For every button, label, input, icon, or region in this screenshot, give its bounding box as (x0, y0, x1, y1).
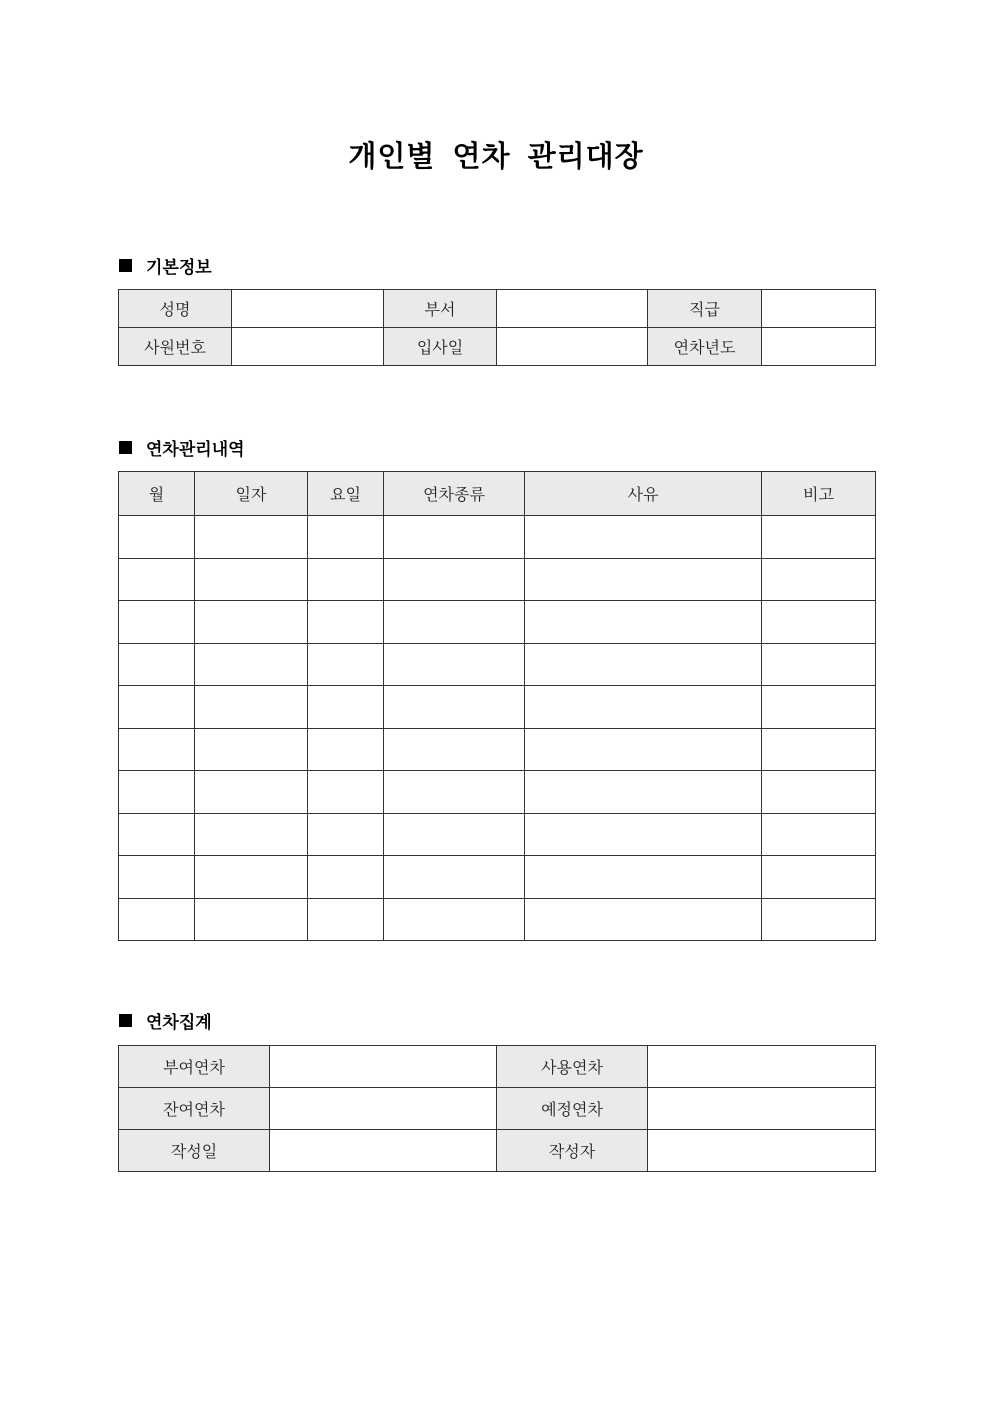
label-leave-year: 연차년도 (648, 328, 762, 366)
reason-cell[interactable] (525, 516, 762, 559)
label-department: 부서 (384, 290, 497, 328)
table-row (119, 1088, 876, 1130)
leave-type-cell[interactable] (384, 643, 525, 686)
column-header-leave-type: 연차종류 (384, 472, 525, 516)
table-row (119, 328, 876, 366)
leave-type-cell[interactable] (384, 601, 525, 644)
date-cell[interactable] (195, 558, 308, 601)
column-header-date: 일자 (195, 472, 308, 516)
table-row (119, 898, 876, 941)
column-header-month: 월 (119, 472, 195, 516)
label-name: 성명 (119, 290, 232, 328)
leave-log-table (118, 471, 876, 941)
square-bullet-icon (119, 441, 132, 454)
table-row (119, 601, 876, 644)
table-row (119, 558, 876, 601)
month-cell[interactable] (119, 898, 195, 941)
reason-cell[interactable] (525, 601, 762, 644)
table-row (119, 813, 876, 856)
section-heading-label: 연차집계 (146, 1012, 212, 1033)
section-heading-label: 기본정보 (146, 257, 212, 278)
leave-type-cell[interactable] (384, 856, 525, 899)
reason-cell[interactable] (525, 728, 762, 771)
leave-type-cell[interactable] (384, 686, 525, 729)
month-cell[interactable] (119, 771, 195, 814)
label-remaining-leave: 잔여연차 (119, 1088, 270, 1130)
table-row (119, 856, 876, 899)
note-cell[interactable] (762, 771, 876, 814)
month-cell[interactable] (119, 601, 195, 644)
leave-type-cell[interactable] (384, 558, 525, 601)
note-cell[interactable] (762, 856, 876, 899)
written-date-field[interactable] (270, 1130, 497, 1172)
note-cell[interactable] (762, 728, 876, 771)
note-cell[interactable] (762, 898, 876, 941)
square-bullet-icon (119, 259, 132, 272)
month-cell[interactable] (119, 516, 195, 559)
reason-cell[interactable] (525, 813, 762, 856)
section-heading-label: 연차관리내역 (146, 439, 245, 460)
leave-summary-table (118, 1045, 876, 1172)
date-cell[interactable] (195, 686, 308, 729)
weekday-cell[interactable] (308, 558, 384, 601)
column-header-reason: 사유 (525, 472, 762, 516)
month-cell[interactable] (119, 643, 195, 686)
note-cell[interactable] (762, 558, 876, 601)
date-cell[interactable] (195, 856, 308, 899)
label-position: 직급 (648, 290, 762, 328)
weekday-cell[interactable] (308, 813, 384, 856)
section-heading-basic-info (119, 253, 212, 277)
date-cell[interactable] (195, 771, 308, 814)
granted-leave-field[interactable] (270, 1046, 497, 1088)
table-row (119, 290, 876, 328)
month-cell[interactable] (119, 813, 195, 856)
planned-leave-field[interactable] (648, 1088, 876, 1130)
month-cell[interactable] (119, 686, 195, 729)
weekday-cell[interactable] (308, 601, 384, 644)
hire-date-field[interactable] (497, 328, 648, 366)
employee-number-field[interactable] (232, 328, 384, 366)
date-cell[interactable] (195, 898, 308, 941)
label-planned-leave: 예정연차 (497, 1088, 648, 1130)
reason-cell[interactable] (525, 898, 762, 941)
date-cell[interactable] (195, 516, 308, 559)
leave-log-body (119, 516, 876, 941)
table-row (119, 1046, 876, 1088)
section-heading-leave-log (119, 435, 245, 459)
table-row (119, 686, 876, 729)
used-leave-field[interactable] (648, 1046, 876, 1088)
column-header-note: 비고 (762, 472, 876, 516)
month-cell[interactable] (119, 558, 195, 601)
table-row (119, 1130, 876, 1172)
name-field[interactable] (232, 290, 384, 328)
column-header-weekday: 요일 (308, 472, 384, 516)
weekday-cell[interactable] (308, 686, 384, 729)
label-used-leave: 사용연차 (497, 1046, 648, 1088)
note-cell[interactable] (762, 516, 876, 559)
page-title: 개인별 연차 관리대장 (348, 139, 644, 173)
square-bullet-icon (119, 1014, 132, 1027)
label-hire-date: 입사일 (384, 328, 497, 366)
note-cell[interactable] (762, 813, 876, 856)
remaining-leave-field[interactable] (270, 1088, 497, 1130)
weekday-cell[interactable] (308, 898, 384, 941)
leave-year-field[interactable] (762, 328, 876, 366)
weekday-cell[interactable] (308, 856, 384, 899)
note-cell[interactable] (762, 601, 876, 644)
month-cell[interactable] (119, 856, 195, 899)
author-field[interactable] (648, 1130, 876, 1172)
reason-cell[interactable] (525, 771, 762, 814)
table-row (119, 771, 876, 814)
table-header-row (119, 472, 876, 516)
reason-cell[interactable] (525, 856, 762, 899)
reason-cell[interactable] (525, 686, 762, 729)
weekday-cell[interactable] (308, 643, 384, 686)
label-author: 작성자 (497, 1130, 648, 1172)
reason-cell[interactable] (525, 558, 762, 601)
weekday-cell[interactable] (308, 728, 384, 771)
department-field[interactable] (497, 290, 648, 328)
note-cell[interactable] (762, 686, 876, 729)
weekday-cell[interactable] (308, 516, 384, 559)
section-heading-summary (119, 1008, 212, 1032)
table-row (119, 516, 876, 559)
date-cell[interactable] (195, 601, 308, 644)
label-granted-leave: 부여연차 (119, 1046, 270, 1088)
table-row (119, 643, 876, 686)
month-cell[interactable] (119, 728, 195, 771)
leave-type-cell[interactable] (384, 728, 525, 771)
reason-cell[interactable] (525, 643, 762, 686)
date-cell[interactable] (195, 643, 308, 686)
label-written-date: 작성일 (119, 1130, 270, 1172)
date-cell[interactable] (195, 813, 308, 856)
table-row (119, 728, 876, 771)
leave-type-cell[interactable] (384, 516, 525, 559)
date-cell[interactable] (195, 728, 308, 771)
label-employee-number: 사원번호 (119, 328, 232, 366)
weekday-cell[interactable] (308, 771, 384, 814)
leave-type-cell[interactable] (384, 771, 525, 814)
position-field[interactable] (762, 290, 876, 328)
leave-type-cell[interactable] (384, 898, 525, 941)
note-cell[interactable] (762, 643, 876, 686)
leave-type-cell[interactable] (384, 813, 525, 856)
basic-info-table (118, 289, 876, 366)
